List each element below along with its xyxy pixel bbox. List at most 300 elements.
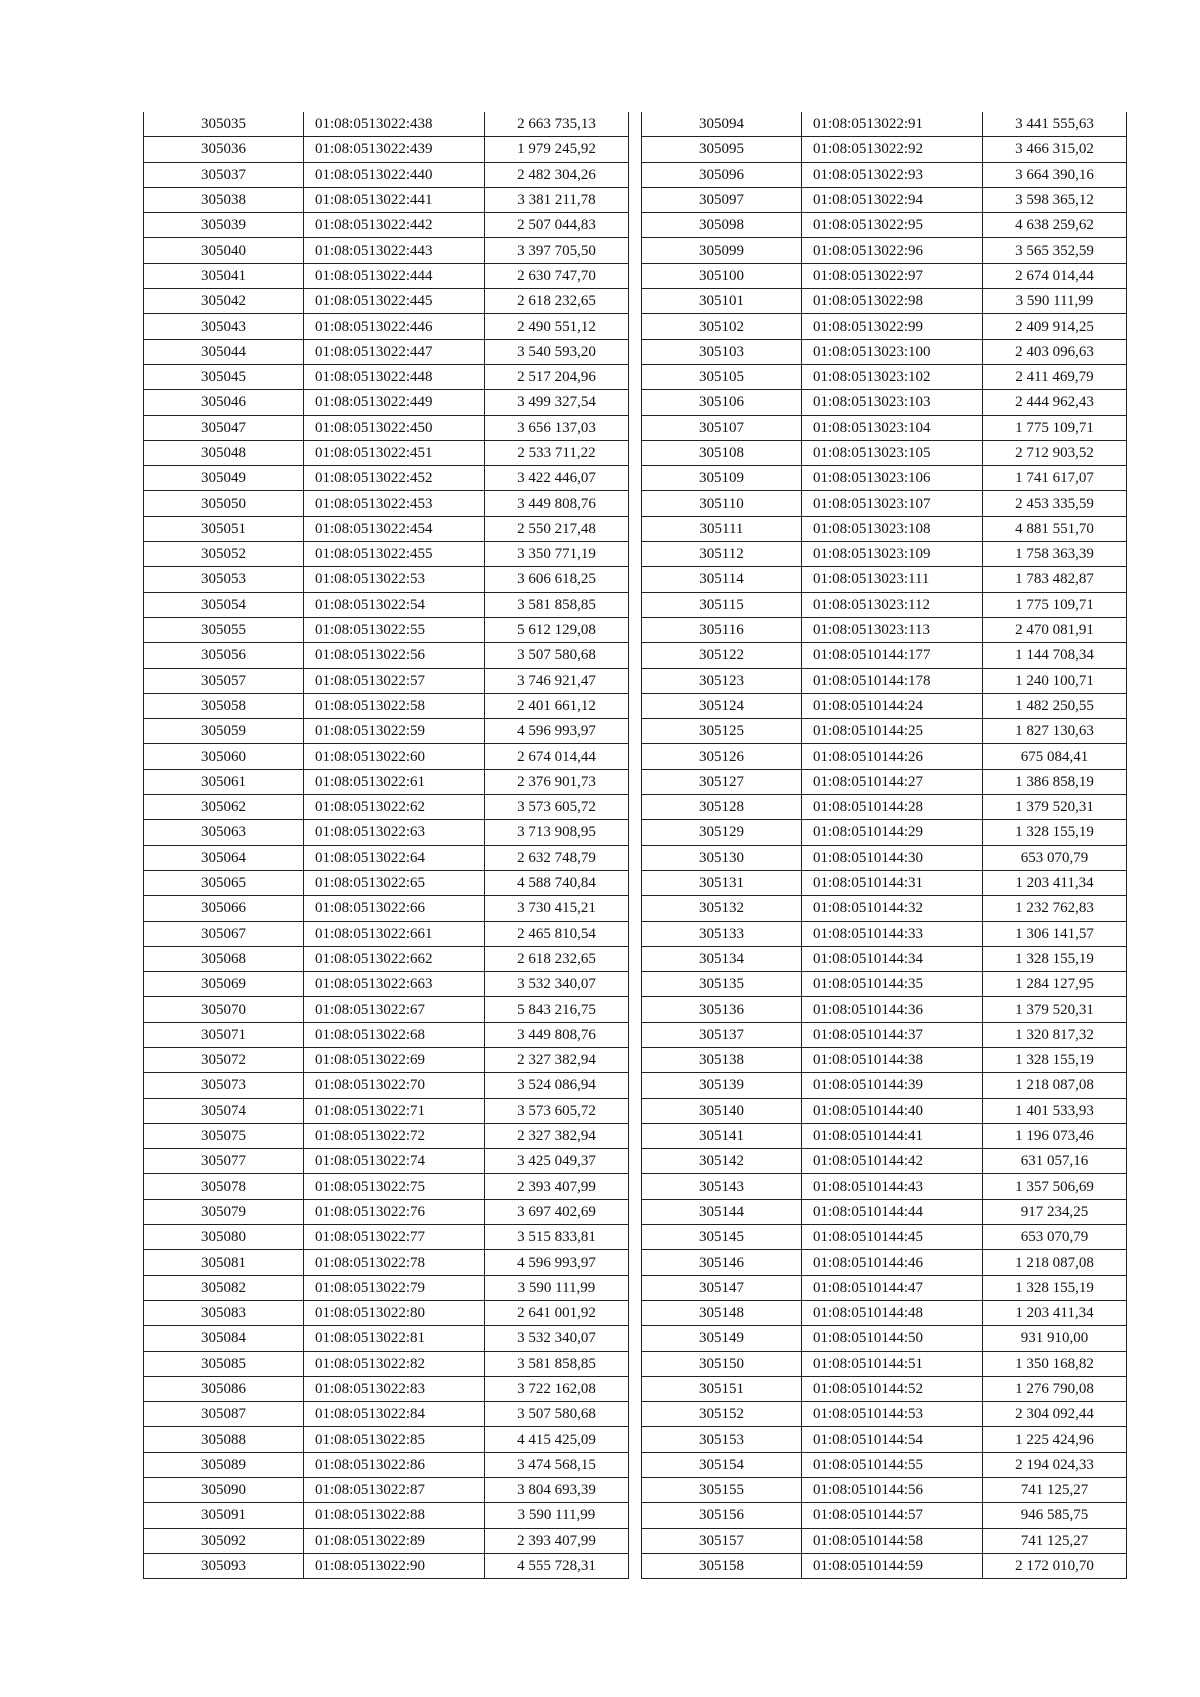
record-number-cell: 305124 — [642, 693, 802, 718]
table-row — [642, 491, 1127, 516]
cadastral-value-cell: 2 453 335,59 — [983, 491, 1127, 516]
table-row — [144, 1478, 629, 1503]
table-row — [642, 1022, 1127, 1047]
record-number-cell: 305057 — [144, 668, 304, 693]
cadastral-value-cell: 2 409 914,25 — [983, 314, 1127, 339]
cadastral-number-cell: 01:08:0510144:34 — [802, 946, 983, 971]
record-number-cell: 305080 — [144, 1225, 304, 1250]
table-row — [642, 364, 1127, 389]
cadastral-number-cell: 01:08:0513022:94 — [802, 187, 983, 212]
cadastral-value-cell: 3 441 555,63 — [983, 112, 1127, 137]
cadastral-value-cell: 741 125,27 — [983, 1478, 1127, 1503]
cadastral-value-cell: 2 444 962,43 — [983, 390, 1127, 415]
table-row — [642, 187, 1127, 212]
cadastral-number-cell: 01:08:0513022:64 — [304, 845, 485, 870]
record-number-cell: 305101 — [642, 289, 802, 314]
cadastral-number-cell: 01:08:0513022:72 — [304, 1123, 485, 1148]
table-row — [144, 1225, 629, 1250]
table-row — [144, 1427, 629, 1452]
record-number-cell: 305059 — [144, 719, 304, 744]
cadastral-value-cell: 2 376 901,73 — [485, 769, 629, 794]
record-number-cell: 305056 — [144, 643, 304, 668]
table-row — [642, 263, 1127, 288]
table-row — [144, 415, 629, 440]
record-number-cell: 305070 — [144, 997, 304, 1022]
record-number-cell: 305055 — [144, 617, 304, 642]
cadastral-value-cell: 3 397 705,50 — [485, 238, 629, 263]
record-number-cell: 305111 — [642, 516, 802, 541]
cadastral-number-cell: 01:08:0513022:89 — [304, 1528, 485, 1553]
record-number-cell: 305089 — [144, 1452, 304, 1477]
cadastral-number-cell: 01:08:0513022:68 — [304, 1022, 485, 1047]
cadastral-number-cell: 01:08:0513023:111 — [802, 567, 983, 592]
cadastral-number-cell: 01:08:0513022:87 — [304, 1478, 485, 1503]
record-number-cell: 305140 — [642, 1098, 802, 1123]
record-number-cell: 305139 — [642, 1073, 802, 1098]
cadastral-number-cell: 01:08:0510144:33 — [802, 921, 983, 946]
cadastral-value-cell: 917 234,25 — [983, 1199, 1127, 1224]
record-number-cell: 305158 — [642, 1553, 802, 1578]
cadastral-number-cell: 01:08:0513022:97 — [802, 263, 983, 288]
cadastral-number-cell: 01:08:0513022:446 — [304, 314, 485, 339]
table-row — [144, 1123, 629, 1148]
cadastral-value-cell: 2 618 232,65 — [485, 289, 629, 314]
table-row — [642, 1149, 1127, 1174]
table-row — [144, 946, 629, 971]
table-row — [144, 1174, 629, 1199]
cadastral-number-cell: 01:08:0510144:44 — [802, 1199, 983, 1224]
table-row — [144, 997, 629, 1022]
table-row — [642, 1503, 1127, 1528]
record-number-cell: 305123 — [642, 668, 802, 693]
table-row — [642, 617, 1127, 642]
record-number-cell: 305109 — [642, 466, 802, 491]
record-number-cell: 305079 — [144, 1199, 304, 1224]
cadastral-number-cell: 01:08:0510144:52 — [802, 1376, 983, 1401]
record-number-cell: 305083 — [144, 1300, 304, 1325]
cadastral-number-cell: 01:08:0510144:36 — [802, 997, 983, 1022]
cadastral-value-cell: 1 783 482,87 — [983, 567, 1127, 592]
cadastral-value-cell: 2 533 711,22 — [485, 440, 629, 465]
cadastral-number-cell: 01:08:0513023:104 — [802, 415, 983, 440]
cadastral-value-cell: 946 585,75 — [983, 1503, 1127, 1528]
cadastral-value-cell: 2 632 748,79 — [485, 845, 629, 870]
cadastral-number-cell: 01:08:0513023:105 — [802, 440, 983, 465]
cadastral-number-cell: 01:08:0513022:438 — [304, 112, 485, 137]
table-row — [144, 592, 629, 617]
cadastral-number-cell: 01:08:0513022:56 — [304, 643, 485, 668]
table-row — [144, 289, 629, 314]
record-number-cell: 305073 — [144, 1073, 304, 1098]
cadastral-value-cell: 3 590 111,99 — [983, 289, 1127, 314]
cadastral-value-cell: 1 386 858,19 — [983, 769, 1127, 794]
record-number-cell: 305038 — [144, 187, 304, 212]
record-number-cell: 305152 — [642, 1402, 802, 1427]
record-number-cell: 305084 — [144, 1326, 304, 1351]
cadastral-number-cell: 01:08:0513022:71 — [304, 1098, 485, 1123]
cadastral-value-cell: 3 606 618,25 — [485, 567, 629, 592]
cadastral-number-cell: 01:08:0513022:447 — [304, 339, 485, 364]
cadastral-value-cell: 4 415 425,09 — [485, 1427, 629, 1452]
cadastral-value-cell: 3 499 327,54 — [485, 390, 629, 415]
cadastral-value-cell: 1 379 520,31 — [983, 795, 1127, 820]
cadastral-value-cell: 4 638 259,62 — [983, 213, 1127, 238]
record-number-cell: 305093 — [144, 1553, 304, 1578]
cadastral-number-cell: 01:08:0513022:70 — [304, 1073, 485, 1098]
cadastral-number-cell: 01:08:0513022:84 — [304, 1402, 485, 1427]
cadastral-number-cell: 01:08:0513023:107 — [802, 491, 983, 516]
table-row — [144, 440, 629, 465]
cadastral-number-cell: 01:08:0510144:24 — [802, 693, 983, 718]
cadastral-value-cell: 2 663 735,13 — [485, 112, 629, 137]
record-number-cell: 305064 — [144, 845, 304, 870]
cadastral-number-cell: 01:08:0510144:47 — [802, 1275, 983, 1300]
cadastral-value-cell: 3 656 137,03 — [485, 415, 629, 440]
table-row — [642, 693, 1127, 718]
record-number-cell: 305072 — [144, 1047, 304, 1072]
cadastral-value-cell: 3 664 390,16 — [983, 162, 1127, 187]
record-number-cell: 305135 — [642, 972, 802, 997]
record-number-cell: 305105 — [642, 364, 802, 389]
cadastral-number-cell: 01:08:0510144:40 — [802, 1098, 983, 1123]
cadastral-value-cell: 1 276 790,08 — [983, 1376, 1127, 1401]
table-row — [144, 820, 629, 845]
cadastral-number-cell: 01:08:0513022:63 — [304, 820, 485, 845]
record-number-cell: 305040 — [144, 238, 304, 263]
cadastral-value-cell: 741 125,27 — [983, 1528, 1127, 1553]
cadastral-value-cell: 1 203 411,34 — [983, 870, 1127, 895]
table-row — [642, 1073, 1127, 1098]
record-number-cell: 305094 — [642, 112, 802, 137]
cadastral-value-cell: 2 393 407,99 — [485, 1528, 629, 1553]
cadastral-number-cell: 01:08:0513022:67 — [304, 997, 485, 1022]
cadastral-value-cell: 3 573 605,72 — [485, 795, 629, 820]
cadastral-number-cell: 01:08:0513022:450 — [304, 415, 485, 440]
record-number-cell: 305037 — [144, 162, 304, 187]
cadastral-value-cell: 2 550 217,48 — [485, 516, 629, 541]
record-number-cell: 305065 — [144, 870, 304, 895]
table-row — [642, 1225, 1127, 1250]
record-number-cell: 305125 — [642, 719, 802, 744]
cadastral-number-cell: 01:08:0513022:80 — [304, 1300, 485, 1325]
record-number-cell: 305122 — [642, 643, 802, 668]
record-number-cell: 305114 — [642, 567, 802, 592]
cadastral-value-cell: 4 588 740,84 — [485, 870, 629, 895]
record-number-cell: 305106 — [642, 390, 802, 415]
record-number-cell: 305134 — [642, 946, 802, 971]
record-number-cell: 305081 — [144, 1250, 304, 1275]
cadastral-value-cell: 1 284 127,95 — [983, 972, 1127, 997]
record-number-cell: 305127 — [642, 769, 802, 794]
cadastral-value-cell: 1 196 073,46 — [983, 1123, 1127, 1148]
cadastral-value-cell: 2 327 382,94 — [485, 1123, 629, 1148]
record-number-cell: 305145 — [642, 1225, 802, 1250]
cadastral-value-cell: 3 466 315,02 — [983, 137, 1127, 162]
table-row — [144, 390, 629, 415]
table-row — [144, 1199, 629, 1224]
cadastral-value-cell: 3 350 771,19 — [485, 542, 629, 567]
table-row — [642, 1478, 1127, 1503]
table-row — [642, 516, 1127, 541]
cadastral-number-cell: 01:08:0513022:57 — [304, 668, 485, 693]
record-number-cell: 305103 — [642, 339, 802, 364]
record-number-cell: 305042 — [144, 289, 304, 314]
cadastral-number-cell: 01:08:0513022:452 — [304, 466, 485, 491]
table-row — [144, 1275, 629, 1300]
cadastral-number-cell: 01:08:0513022:62 — [304, 795, 485, 820]
table-row — [642, 390, 1127, 415]
record-number-cell: 305062 — [144, 795, 304, 820]
record-number-cell: 305148 — [642, 1300, 802, 1325]
table-row — [642, 213, 1127, 238]
cadastral-number-cell: 01:08:0513022:91 — [802, 112, 983, 137]
table-row — [642, 137, 1127, 162]
record-number-cell: 305091 — [144, 1503, 304, 1528]
table-row — [642, 1047, 1127, 1072]
table-row — [642, 997, 1127, 1022]
cadastral-value-cell: 1 827 130,63 — [983, 719, 1127, 744]
cadastral-value-cell: 1 240 100,71 — [983, 668, 1127, 693]
table-row — [642, 1174, 1127, 1199]
table-row — [642, 1250, 1127, 1275]
cadastral-value-cell: 2 327 382,94 — [485, 1047, 629, 1072]
cadastral-number-cell: 01:08:0510144:26 — [802, 744, 983, 769]
table-row — [144, 364, 629, 389]
record-number-cell: 305049 — [144, 466, 304, 491]
table-row — [642, 946, 1127, 971]
cadastral-value-cell: 2 712 903,52 — [983, 440, 1127, 465]
cadastral-value-cell: 2 641 001,92 — [485, 1300, 629, 1325]
table-row — [144, 187, 629, 212]
record-number-cell: 305144 — [642, 1199, 802, 1224]
left-data-table — [143, 112, 629, 1579]
table-row — [642, 415, 1127, 440]
cadastral-number-cell: 01:08:0513022:98 — [802, 289, 983, 314]
table-row — [642, 1123, 1127, 1148]
cadastral-value-cell: 1 328 155,19 — [983, 1047, 1127, 1072]
cadastral-number-cell: 01:08:0510144:41 — [802, 1123, 983, 1148]
cadastral-number-cell: 01:08:0510144:32 — [802, 896, 983, 921]
record-number-cell: 305061 — [144, 769, 304, 794]
right-data-table — [641, 112, 1127, 1579]
cadastral-number-cell: 01:08:0510144:37 — [802, 1022, 983, 1047]
cadastral-number-cell: 01:08:0513022:77 — [304, 1225, 485, 1250]
record-number-cell: 305096 — [642, 162, 802, 187]
cadastral-number-cell: 01:08:0510144:56 — [802, 1478, 983, 1503]
cadastral-number-cell: 01:08:0513022:441 — [304, 187, 485, 212]
cadastral-number-cell: 01:08:0513022:85 — [304, 1427, 485, 1452]
cadastral-value-cell: 1 320 817,32 — [983, 1022, 1127, 1047]
right-table-body — [642, 112, 1127, 1579]
cadastral-number-cell: 01:08:0513022:92 — [802, 137, 983, 162]
cadastral-value-cell: 1 225 424,96 — [983, 1427, 1127, 1452]
cadastral-value-cell: 3 730 415,21 — [485, 896, 629, 921]
table-row — [642, 1528, 1127, 1553]
cadastral-number-cell: 01:08:0513022:93 — [802, 162, 983, 187]
cadastral-value-cell: 1 328 155,19 — [983, 820, 1127, 845]
record-number-cell: 305063 — [144, 820, 304, 845]
record-number-cell: 305132 — [642, 896, 802, 921]
record-number-cell: 305045 — [144, 364, 304, 389]
cadastral-number-cell: 01:08:0513022:99 — [802, 314, 983, 339]
record-number-cell: 305099 — [642, 238, 802, 263]
cadastral-value-cell: 3 581 858,85 — [485, 1351, 629, 1376]
cadastral-number-cell: 01:08:0513023:100 — [802, 339, 983, 364]
record-number-cell: 305069 — [144, 972, 304, 997]
cadastral-value-cell: 2 465 810,54 — [485, 921, 629, 946]
record-number-cell: 305110 — [642, 491, 802, 516]
record-number-cell: 305108 — [642, 440, 802, 465]
record-number-cell: 305090 — [144, 1478, 304, 1503]
cadastral-number-cell: 01:08:0510144:57 — [802, 1503, 983, 1528]
cadastral-value-cell: 1 218 087,08 — [983, 1073, 1127, 1098]
cadastral-number-cell: 01:08:0513022:451 — [304, 440, 485, 465]
table-row — [642, 112, 1127, 137]
cadastral-number-cell: 01:08:0510144:39 — [802, 1073, 983, 1098]
cadastral-value-cell: 1 203 411,34 — [983, 1300, 1127, 1325]
table-row — [642, 1553, 1127, 1578]
record-number-cell: 305067 — [144, 921, 304, 946]
table-row — [642, 744, 1127, 769]
cadastral-value-cell: 1 306 141,57 — [983, 921, 1127, 946]
record-number-cell: 305100 — [642, 263, 802, 288]
table-row — [144, 1149, 629, 1174]
cadastral-number-cell: 01:08:0510144:45 — [802, 1225, 983, 1250]
table-row — [144, 1022, 629, 1047]
table-row — [144, 668, 629, 693]
cadastral-value-cell: 3 449 808,76 — [485, 491, 629, 516]
table-row — [144, 1073, 629, 1098]
table-row — [642, 1326, 1127, 1351]
cadastral-number-cell: 01:08:0513022:86 — [304, 1452, 485, 1477]
cadastral-number-cell: 01:08:0510144:27 — [802, 769, 983, 794]
cadastral-value-cell: 2 482 304,26 — [485, 162, 629, 187]
record-number-cell: 305036 — [144, 137, 304, 162]
table-row — [144, 263, 629, 288]
cadastral-number-cell: 01:08:0513022:78 — [304, 1250, 485, 1275]
cadastral-value-cell: 3 524 086,94 — [485, 1073, 629, 1098]
record-number-cell: 305041 — [144, 263, 304, 288]
table-row — [642, 820, 1127, 845]
table-row — [642, 1199, 1127, 1224]
cadastral-value-cell: 1 775 109,71 — [983, 415, 1127, 440]
table-row — [144, 744, 629, 769]
cadastral-number-cell: 01:08:0513022:439 — [304, 137, 485, 162]
table-row — [144, 972, 629, 997]
cadastral-number-cell: 01:08:0513022:74 — [304, 1149, 485, 1174]
record-number-cell: 305050 — [144, 491, 304, 516]
cadastral-value-cell: 3 565 352,59 — [983, 238, 1127, 263]
cadastral-number-cell: 01:08:0513022:95 — [802, 213, 983, 238]
record-number-cell: 305156 — [642, 1503, 802, 1528]
table-row — [642, 542, 1127, 567]
record-number-cell: 305138 — [642, 1047, 802, 1072]
cadastral-value-cell: 2 403 096,63 — [983, 339, 1127, 364]
cadastral-value-cell: 3 532 340,07 — [485, 1326, 629, 1351]
cadastral-value-cell: 3 540 593,20 — [485, 339, 629, 364]
record-number-cell: 305068 — [144, 946, 304, 971]
record-number-cell: 305048 — [144, 440, 304, 465]
record-number-cell: 305052 — [144, 542, 304, 567]
cadastral-value-cell: 1 482 250,55 — [983, 693, 1127, 718]
table-row — [642, 1452, 1127, 1477]
cadastral-value-cell: 653 070,79 — [983, 1225, 1127, 1250]
cadastral-value-cell: 1 741 617,07 — [983, 466, 1127, 491]
cadastral-value-cell: 5 843 216,75 — [485, 997, 629, 1022]
table-row — [642, 567, 1127, 592]
cadastral-value-cell: 1 328 155,19 — [983, 946, 1127, 971]
cadastral-value-cell: 4 596 993,97 — [485, 719, 629, 744]
cadastral-number-cell: 01:08:0510144:51 — [802, 1351, 983, 1376]
cadastral-number-cell: 01:08:0513022:442 — [304, 213, 485, 238]
cadastral-number-cell: 01:08:0513022:75 — [304, 1174, 485, 1199]
table-row — [144, 921, 629, 946]
cadastral-value-cell: 2 618 232,65 — [485, 946, 629, 971]
table-row — [144, 1452, 629, 1477]
record-number-cell: 305082 — [144, 1275, 304, 1300]
cadastral-value-cell: 2 674 014,44 — [983, 263, 1127, 288]
cadastral-number-cell: 01:08:0513022:448 — [304, 364, 485, 389]
cadastral-number-cell: 01:08:0513022:55 — [304, 617, 485, 642]
cadastral-value-cell: 1 401 533,93 — [983, 1098, 1127, 1123]
cadastral-value-cell: 4 881 551,70 — [983, 516, 1127, 541]
cadastral-number-cell: 01:08:0513023:103 — [802, 390, 983, 415]
table-row — [642, 1427, 1127, 1452]
record-number-cell: 305098 — [642, 213, 802, 238]
cadastral-value-cell: 1 218 087,08 — [983, 1250, 1127, 1275]
table-row — [642, 769, 1127, 794]
table-row — [642, 440, 1127, 465]
table-row — [642, 339, 1127, 364]
table-row — [144, 896, 629, 921]
cadastral-number-cell: 01:08:0510144:177 — [802, 643, 983, 668]
record-number-cell: 305154 — [642, 1452, 802, 1477]
cadastral-number-cell: 01:08:0513023:106 — [802, 466, 983, 491]
record-number-cell: 305039 — [144, 213, 304, 238]
table-row — [642, 643, 1127, 668]
cadastral-number-cell: 01:08:0513022:76 — [304, 1199, 485, 1224]
cadastral-number-cell: 01:08:0513022:661 — [304, 921, 485, 946]
cadastral-value-cell: 3 581 858,85 — [485, 592, 629, 617]
record-number-cell: 305060 — [144, 744, 304, 769]
cadastral-value-cell: 3 590 111,99 — [485, 1275, 629, 1300]
cadastral-value-cell: 3 507 580,68 — [485, 643, 629, 668]
record-number-cell: 305136 — [642, 997, 802, 1022]
cadastral-number-cell: 01:08:0510144:59 — [802, 1553, 983, 1578]
record-number-cell: 305157 — [642, 1528, 802, 1553]
record-number-cell: 305087 — [144, 1402, 304, 1427]
cadastral-number-cell: 01:08:0510144:28 — [802, 795, 983, 820]
cadastral-value-cell: 1 357 506,69 — [983, 1174, 1127, 1199]
record-number-cell: 305129 — [642, 820, 802, 845]
table-row — [144, 1098, 629, 1123]
cadastral-value-cell: 1 144 708,34 — [983, 643, 1127, 668]
cadastral-value-cell: 3 804 693,39 — [485, 1478, 629, 1503]
cadastral-number-cell: 01:08:0513023:113 — [802, 617, 983, 642]
cadastral-number-cell: 01:08:0513022:83 — [304, 1376, 485, 1401]
cadastral-number-cell: 01:08:0513023:102 — [802, 364, 983, 389]
record-number-cell: 305147 — [642, 1275, 802, 1300]
record-number-cell: 305141 — [642, 1123, 802, 1148]
cadastral-value-cell: 2 490 551,12 — [485, 314, 629, 339]
cadastral-value-cell: 653 070,79 — [983, 845, 1127, 870]
cadastral-value-cell: 1 232 762,83 — [983, 896, 1127, 921]
cadastral-number-cell: 01:08:0510144:38 — [802, 1047, 983, 1072]
cadastral-number-cell: 01:08:0513022:79 — [304, 1275, 485, 1300]
cadastral-value-cell: 2 507 044,83 — [485, 213, 629, 238]
table-row — [642, 289, 1127, 314]
record-number-cell: 305133 — [642, 921, 802, 946]
